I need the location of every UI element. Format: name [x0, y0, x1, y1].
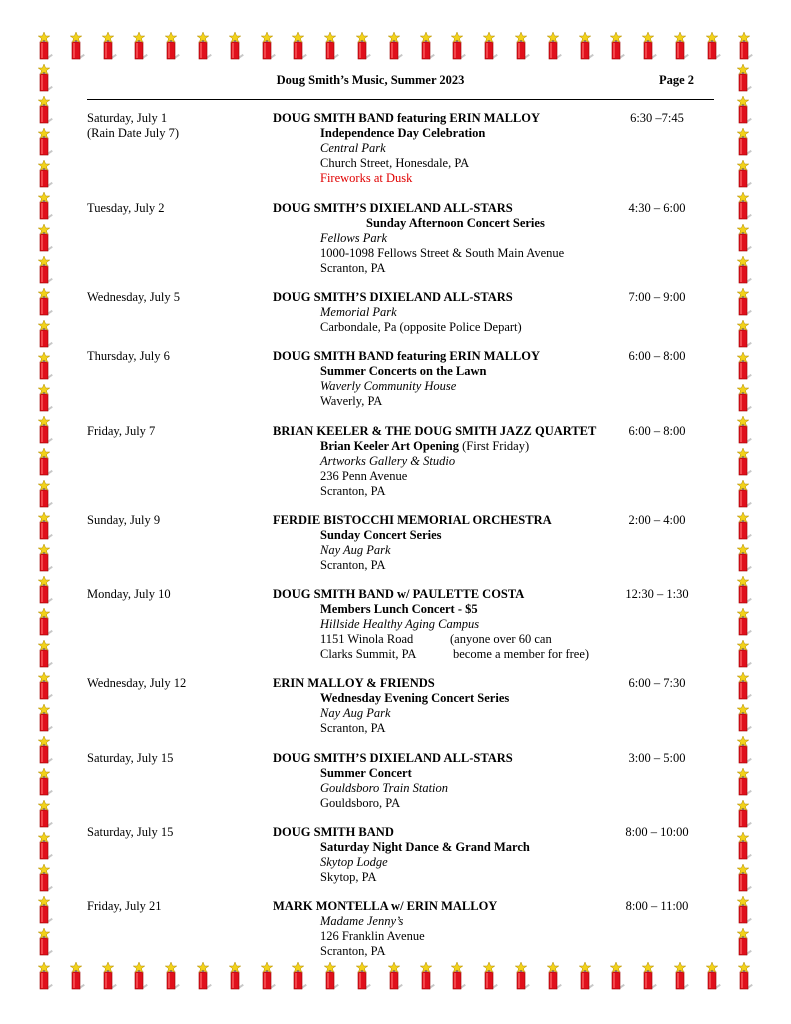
firecracker-icon — [37, 800, 53, 828]
event-act: DOUG SMITH’S DIXIELAND ALL-STARS — [273, 751, 513, 765]
firecracker-icon — [260, 32, 276, 60]
firecracker-icon — [37, 736, 53, 764]
firecracker-icon — [37, 384, 53, 412]
event-venue: Central Park — [320, 141, 386, 155]
firecracker-icon — [736, 64, 752, 92]
event-act: DOUG SMITH’S DIXIELAND ALL-STARS — [273, 290, 513, 304]
firecracker-icon — [736, 704, 752, 732]
firecracker-icon — [355, 32, 371, 60]
firecracker-icon — [736, 608, 752, 636]
firecracker-icon — [578, 32, 594, 60]
event-city: Skytop, PA — [320, 870, 377, 884]
firecracker-icon — [736, 800, 752, 828]
firecracker-icon — [736, 512, 752, 540]
event-address: 1151 Winola Road — [320, 632, 414, 646]
event-date: Saturday, July 1 — [87, 111, 168, 125]
event-time: 6:30 –7:45 — [630, 111, 684, 125]
firecracker-icon — [37, 544, 53, 572]
event-city: Scranton, PA — [320, 558, 386, 572]
firecracker-icon — [355, 962, 371, 990]
firecracker-icon — [673, 32, 689, 60]
firecracker-icon — [736, 736, 752, 764]
event-venue: Memorial Park — [320, 305, 397, 319]
event-date: Tuesday, July 2 — [87, 201, 165, 215]
firecracker-icon — [419, 32, 435, 60]
event-time: 4:30 – 6:00 — [628, 201, 686, 215]
firecracker-icon — [37, 256, 53, 284]
firecracker-icon — [132, 32, 148, 60]
firecracker-icon — [387, 32, 403, 60]
firecracker-icon — [69, 32, 85, 60]
event-date: Friday, July 21 — [87, 899, 162, 913]
event-time: 3:00 – 5:00 — [628, 751, 686, 765]
firecracker-icon — [482, 962, 498, 990]
event-extra-note: Fireworks at Dusk — [320, 171, 413, 185]
firecracker-icon — [69, 962, 85, 990]
firecracker-icon — [37, 768, 53, 796]
firecracker-icon — [37, 352, 53, 380]
firecracker-icon — [737, 32, 753, 60]
event-address: 126 Franklin Avenue — [320, 929, 425, 943]
firecracker-icon — [37, 32, 53, 60]
firecracker-icon — [196, 32, 212, 60]
event-act: DOUG SMITH BAND w/ PAULETTE COSTA — [273, 587, 525, 601]
firecracker-icon — [450, 962, 466, 990]
event-series-note: (First Friday) — [459, 439, 530, 453]
firecracker-icon — [419, 962, 435, 990]
event-act: DOUG SMITH BAND — [273, 825, 394, 839]
event-city: Scranton, PA — [320, 721, 386, 735]
event-series: Sunday Concert Series — [320, 528, 442, 542]
event-date: Friday, July 7 — [87, 424, 156, 438]
firecracker-icon — [609, 32, 625, 60]
firecracker-icon — [736, 480, 752, 508]
event-venue: Gouldsboro Train Station — [320, 781, 449, 795]
firecracker-icon — [37, 224, 53, 252]
firecracker-icon — [736, 320, 752, 348]
event-series: Independence Day Celebration — [320, 126, 486, 140]
page-header — [87, 73, 713, 93]
event-date: Sunday, July 9 — [87, 513, 161, 527]
firecracker-icon — [641, 32, 657, 60]
firecracker-icon — [641, 962, 657, 990]
event-date: Thursday, July 6 — [87, 349, 170, 363]
event-date: Monday, July 10 — [87, 587, 171, 601]
event-venue: Waverly Community House — [320, 379, 457, 393]
event-act: FERDIE BISTOCCHI MEMORIAL ORCHESTRA — [273, 513, 552, 527]
event-time: 6:00 – 8:00 — [628, 349, 686, 363]
event-city: Scranton, PA — [320, 261, 386, 275]
firecracker-icon — [164, 32, 180, 60]
event-time: 12:30 – 1:30 — [625, 587, 689, 601]
event-venue: Hillside Healthy Aging Campus — [320, 617, 480, 631]
event-act: DOUG SMITH BAND featuring ERIN MALLOY — [273, 349, 541, 363]
firecracker-icon — [736, 256, 752, 284]
firecracker-icon — [736, 416, 752, 444]
rain-date: (Rain Date July 7) — [87, 126, 179, 140]
firecracker-icon — [736, 896, 752, 924]
firecracker-icon — [736, 928, 752, 956]
event-act: DOUG SMITH’S DIXIELAND ALL-STARS — [273, 201, 513, 215]
firecracker-icon — [578, 962, 594, 990]
event-venue: Fellows Park — [320, 231, 388, 245]
event-series: Summer Concerts on the Lawn — [320, 364, 487, 378]
firecracker-icon — [736, 768, 752, 796]
firecracker-icon — [736, 224, 752, 252]
firecracker-icon — [450, 32, 466, 60]
event-address: 236 Penn Avenue — [320, 469, 408, 483]
event-time: 6:00 – 7:30 — [628, 676, 686, 690]
event-series: Saturday Night Dance & Grand March — [320, 840, 530, 854]
firecracker-icon — [736, 672, 752, 700]
event-time: 8:00 – 11:00 — [625, 899, 689, 913]
event-venue: Skytop Lodge — [320, 855, 388, 869]
firecracker-icon — [228, 962, 244, 990]
firecracker-icon — [546, 32, 562, 60]
firecracker-icon — [736, 192, 752, 220]
firecracker-icon — [37, 416, 53, 444]
page-number: Page 2 — [659, 73, 695, 87]
firecracker-icon — [37, 480, 53, 508]
firecracker-icon — [736, 352, 752, 380]
firecracker-icon — [323, 962, 339, 990]
firecracker-icon — [323, 32, 339, 60]
firecracker-icon — [37, 192, 53, 220]
event-series: Summer Concert — [320, 766, 412, 780]
firecracker-icon — [736, 96, 752, 124]
firecracker-icon — [37, 962, 53, 990]
event-series-line — [320, 439, 529, 454]
firecracker-icon — [132, 962, 148, 990]
event-time: 2:00 – 4:00 — [628, 513, 686, 527]
firecracker-icon — [736, 448, 752, 476]
event-venue: Artworks Gallery & Studio — [320, 454, 456, 468]
firecracker-icon — [37, 128, 53, 156]
event-date: Saturday, July 15 — [87, 751, 174, 765]
event-date: Wednesday, July 5 — [87, 290, 180, 304]
firecracker-icon — [514, 32, 530, 60]
firecracker-icon — [196, 962, 212, 990]
event-act: ERIN MALLOY & FRIENDS — [273, 676, 435, 690]
firecracker-icon — [37, 96, 53, 124]
firecracker-icon — [101, 962, 117, 990]
firecracker-icon — [387, 962, 403, 990]
firecracker-icon — [37, 832, 53, 860]
firecracker-icon — [482, 32, 498, 60]
event-city: Scranton, PA — [320, 944, 386, 958]
event-venue: Nay Aug Park — [320, 543, 391, 557]
firecracker-icon — [164, 962, 180, 990]
event-note: (anyone over 60 can — [450, 632, 552, 646]
firecracker-icon — [101, 32, 117, 60]
firecracker-icon — [291, 962, 307, 990]
header-divider — [87, 99, 714, 100]
firecracker-icon — [705, 962, 721, 990]
event-city: Clarks Summit, PA — [320, 647, 417, 661]
firecracker-icon — [673, 962, 689, 990]
event-series: Members Lunch Concert - $5 — [320, 602, 478, 616]
firecracker-icon — [736, 832, 752, 860]
firecracker-icon — [228, 32, 244, 60]
event-act: BRIAN KEELER & THE DOUG SMITH JAZZ QUARTET — [273, 424, 597, 438]
event-city: Scranton, PA — [320, 484, 386, 498]
firecracker-icon — [37, 928, 53, 956]
event-series: Sunday Afternoon Concert Series — [366, 216, 545, 230]
firecracker-icon — [737, 962, 753, 990]
firecracker-icon — [37, 576, 53, 604]
event-address: 1000-1098 Fellows Street & South Main Avenue — [320, 246, 565, 260]
event-series: Brian Keeler Art Opening — [320, 439, 459, 453]
firecracker-icon — [37, 864, 53, 892]
event-act: DOUG SMITH BAND featuring ERIN MALLOY — [273, 111, 541, 125]
firecracker-icon — [736, 544, 752, 572]
event-city: Waverly, PA — [320, 394, 383, 408]
firecracker-icon — [37, 704, 53, 732]
event-address: Carbondale, Pa (opposite Police Depart) — [320, 320, 522, 334]
firecracker-icon — [291, 32, 307, 60]
firecracker-icon — [736, 288, 752, 316]
event-time: 7:00 – 9:00 — [628, 290, 686, 304]
firecracker-icon — [37, 160, 53, 188]
event-act: MARK MONTELLA w/ ERIN MALLOY — [273, 899, 498, 913]
event-time: 8:00 – 10:00 — [625, 825, 689, 839]
firecracker-icon — [514, 962, 530, 990]
event-venue: Nay Aug Park — [320, 706, 391, 720]
page-title: Doug Smith’s Music, Summer 2023 — [276, 73, 465, 87]
firecracker-icon — [37, 64, 53, 92]
firecracker-icon — [546, 962, 562, 990]
firecracker-icon — [736, 640, 752, 668]
event-series: Wednesday Evening Concert Series — [320, 691, 510, 705]
firecracker-icon — [37, 288, 53, 316]
firecracker-icon — [736, 384, 752, 412]
firecracker-icon — [260, 962, 276, 990]
firecracker-icon — [37, 896, 53, 924]
event-time: 6:00 – 8:00 — [628, 424, 686, 438]
firecracker-icon — [609, 962, 625, 990]
firecracker-icon — [37, 512, 53, 540]
event-city: Gouldsboro, PA — [320, 796, 401, 810]
firecracker-icon — [37, 320, 53, 348]
event-address: Church Street, Honesdale, PA — [320, 156, 470, 170]
event-note: become a member for free) — [453, 647, 590, 661]
firecracker-icon — [37, 640, 53, 668]
event-date: Saturday, July 15 — [87, 825, 174, 839]
firecracker-icon — [37, 448, 53, 476]
firecracker-icon — [37, 608, 53, 636]
firecracker-icon — [736, 864, 752, 892]
event-date: Wednesday, July 12 — [87, 676, 187, 690]
firecracker-icon — [705, 32, 721, 60]
firecracker-icon — [37, 672, 53, 700]
firecracker-icon — [736, 128, 752, 156]
firecracker-icon — [736, 576, 752, 604]
firecracker-icon — [736, 160, 752, 188]
event-venue: Madame Jenny’s — [320, 914, 404, 928]
